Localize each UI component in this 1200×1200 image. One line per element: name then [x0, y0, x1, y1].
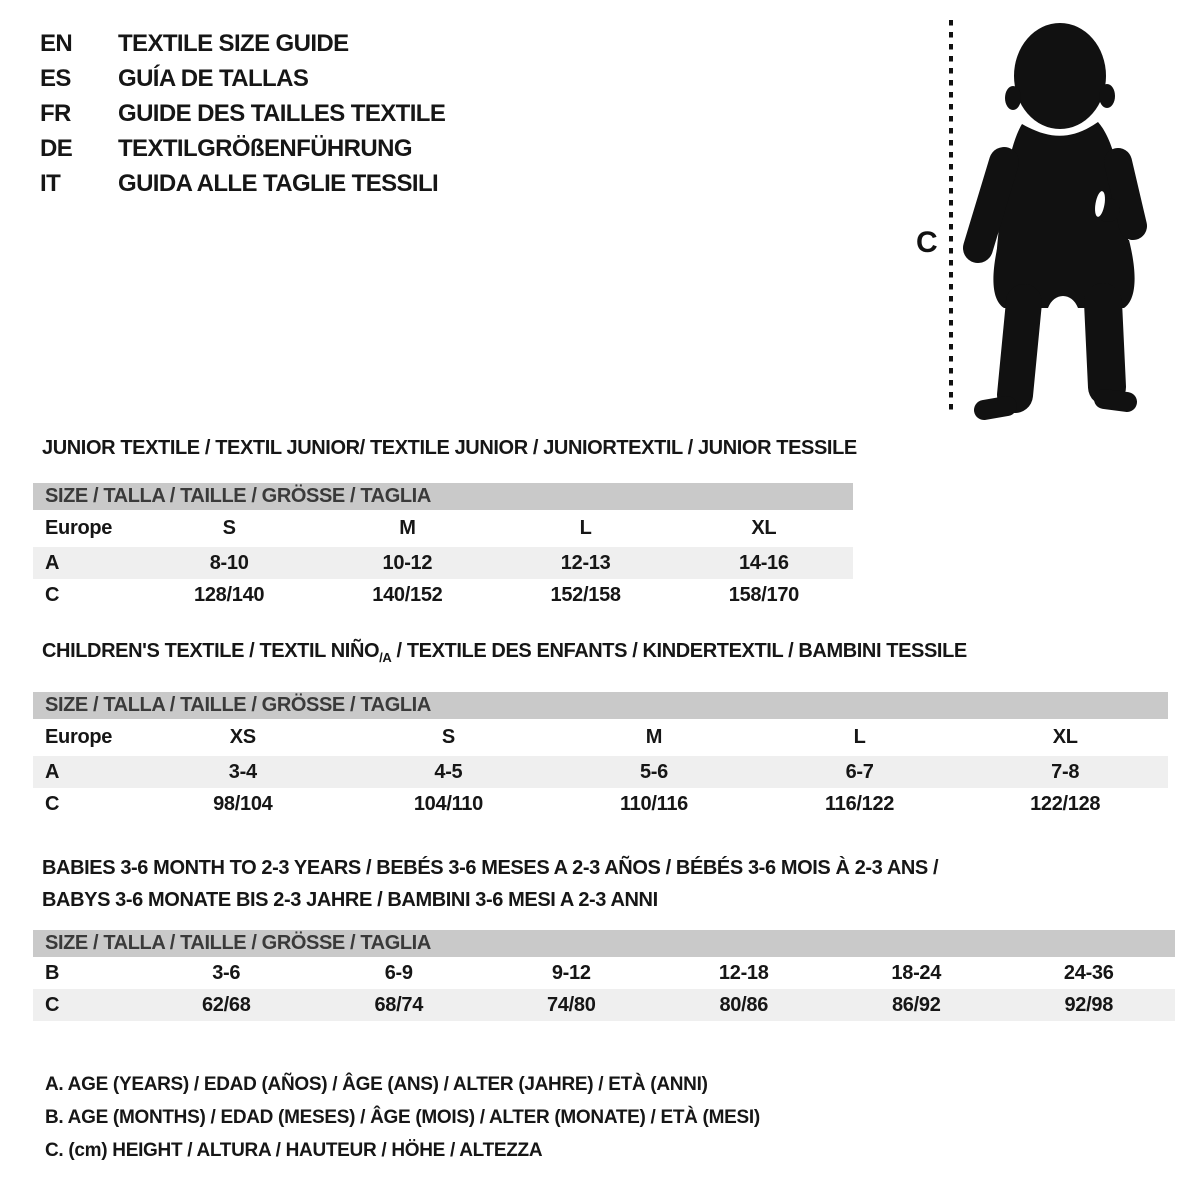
babies-section-title-line1: BABIES 3-6 MONTH TO 2-3 YEARS / BEBÉS 3-6 MESES A 2-3 AÑOS / BÉBÉS 3-6 MOIS À 2-3 ANS / [42, 857, 939, 879]
language-title: GUÍA DE TALLAS [118, 64, 309, 92]
language-code: FR [40, 99, 71, 127]
language-code: EN [40, 29, 73, 57]
table-row [33, 957, 1175, 989]
row-label: C [45, 583, 60, 606]
size-value-cell: 12-18 [718, 961, 769, 984]
footnote-b: B. AGE (MONTHS) / EDAD (MESES) / ÂGE (MOIS) / ALTER (MONATE) / ETÀ (MESI) [45, 1107, 760, 1128]
size-value-cell: 10-12 [382, 551, 433, 574]
size-value-cell: XL [1052, 726, 1078, 748]
size-value-cell: 5-6 [639, 760, 668, 783]
size-value-cell: 8-10 [209, 551, 249, 574]
children-size-table [33, 692, 1168, 820]
row-label: C [45, 792, 60, 815]
junior-size-table [33, 483, 853, 611]
language-title: GUIDE DES TAILLES TEXTILE [118, 99, 446, 127]
size-value-cell: 9-12 [551, 961, 591, 984]
size-value-cell: 140/152 [372, 583, 443, 606]
junior-section-title: JUNIOR TEXTILE / TEXTIL JUNIOR/ TEXTILE JUNIOR / JUNIORTEXTIL / JUNIOR TESSILE [42, 437, 857, 459]
size-value-cell: L [853, 726, 866, 748]
size-value-cell: 3-4 [228, 760, 257, 783]
children-title-post: / TEXTILE DES ENFANTS / KINDERTEXTIL / BAMBINI TESSILE [391, 640, 967, 662]
language-row [40, 61, 445, 96]
babies-section-title [42, 852, 938, 916]
size-value-cell: 152/158 [550, 583, 621, 606]
size-value-cell: 14-16 [739, 551, 789, 574]
toddler-silhouette [978, 23, 1135, 410]
table-row [33, 989, 1175, 1021]
row-label: C [45, 993, 60, 1016]
size-value-cell: 92/98 [1064, 993, 1114, 1016]
size-value-cell: 104/110 [413, 792, 483, 815]
language-title: TEXTILGRÖßENFÜHRUNG [118, 134, 412, 162]
size-value-cell: 116/122 [825, 792, 895, 815]
size-value-cell: 4-5 [434, 760, 463, 783]
language-row [40, 131, 445, 166]
size-value-cell: 158/170 [728, 583, 799, 606]
size-header-bar: SIZE / TALLA / TAILLE / GRÖSSE / TAGLIA [33, 930, 1175, 957]
table-row [33, 756, 1168, 788]
language-row [40, 26, 445, 61]
size-value-cell: M [399, 517, 416, 539]
row-label: Europe [45, 517, 113, 539]
footnote-c: C. (cm) HEIGHT / ALTURA / HAUTEUR / HÖHE / ALTEZZA [45, 1140, 543, 1161]
toddler-silhouette-figure [900, 12, 1150, 422]
size-value-cell: 80/86 [719, 993, 769, 1016]
table-row [33, 547, 853, 579]
size-figure [900, 12, 1150, 422]
language-list [40, 26, 445, 201]
children-title-sub: /A [379, 650, 392, 665]
table-row [33, 510, 853, 547]
size-value-cell: 6-7 [845, 760, 874, 783]
size-value-cell: 12-13 [560, 551, 611, 574]
size-value-cell: 18-24 [891, 961, 942, 984]
language-code: DE [40, 134, 73, 162]
language-title: GUIDA ALLE TAGLIE TESSILI [118, 169, 439, 197]
size-value-cell: 86/92 [891, 993, 941, 1016]
size-value-cell: 24-36 [1063, 961, 1114, 984]
size-value-cell: L [579, 517, 592, 539]
height-measure-label: C [916, 226, 938, 259]
row-label: A [45, 551, 60, 574]
size-value-cell: 74/80 [546, 993, 596, 1016]
size-value-cell: 7-8 [1051, 760, 1080, 783]
size-value-cell: M [645, 726, 663, 748]
language-row [40, 166, 445, 201]
size-value-cell: 62/68 [201, 993, 251, 1016]
babies-section-title-line2: BABYS 3-6 MONATE BIS 2-3 JAHRE / BAMBINI 3-6 MESI A 2-3 ANNI [42, 889, 658, 911]
footnotes [45, 1068, 760, 1167]
children-section-title [42, 640, 967, 665]
row-label: A [45, 760, 60, 783]
size-value-cell: 98/104 [213, 792, 273, 815]
size-value-cell: S [441, 726, 455, 748]
size-value-cell: XL [751, 517, 777, 539]
size-value-cell: 6-9 [384, 961, 413, 984]
size-value-cell: 122/128 [1030, 792, 1101, 815]
size-value-cell: 110/116 [619, 792, 688, 815]
babies-size-table [33, 930, 1175, 1021]
size-value-cell: 128/140 [194, 583, 265, 606]
language-title: TEXTILE SIZE GUIDE [118, 29, 349, 57]
language-code: IT [40, 169, 61, 197]
row-label: B [45, 961, 60, 984]
size-value-cell: S [222, 517, 236, 539]
size-value-cell: 68/74 [374, 993, 424, 1016]
language-code: ES [40, 64, 71, 92]
size-value-cell: 3-6 [212, 961, 241, 984]
size-value-cell: XS [229, 726, 256, 748]
table-row [33, 719, 1168, 756]
footnote-a: A. AGE (YEARS) / EDAD (AÑOS) / ÂGE (ANS) / ALTER (JAHRE) / ETÀ (ANNI) [45, 1074, 708, 1095]
row-label: Europe [45, 726, 113, 748]
size-header-bar: SIZE / TALLA / TAILLE / GRÖSSE / TAGLIA [33, 483, 853, 510]
size-header-bar: SIZE / TALLA / TAILLE / GRÖSSE / TAGLIA [33, 692, 1168, 719]
table-row [33, 579, 853, 611]
children-title-pre: CHILDREN'S TEXTILE / TEXTIL NIÑO [42, 640, 380, 662]
table-row [33, 788, 1168, 820]
language-row [40, 96, 445, 131]
